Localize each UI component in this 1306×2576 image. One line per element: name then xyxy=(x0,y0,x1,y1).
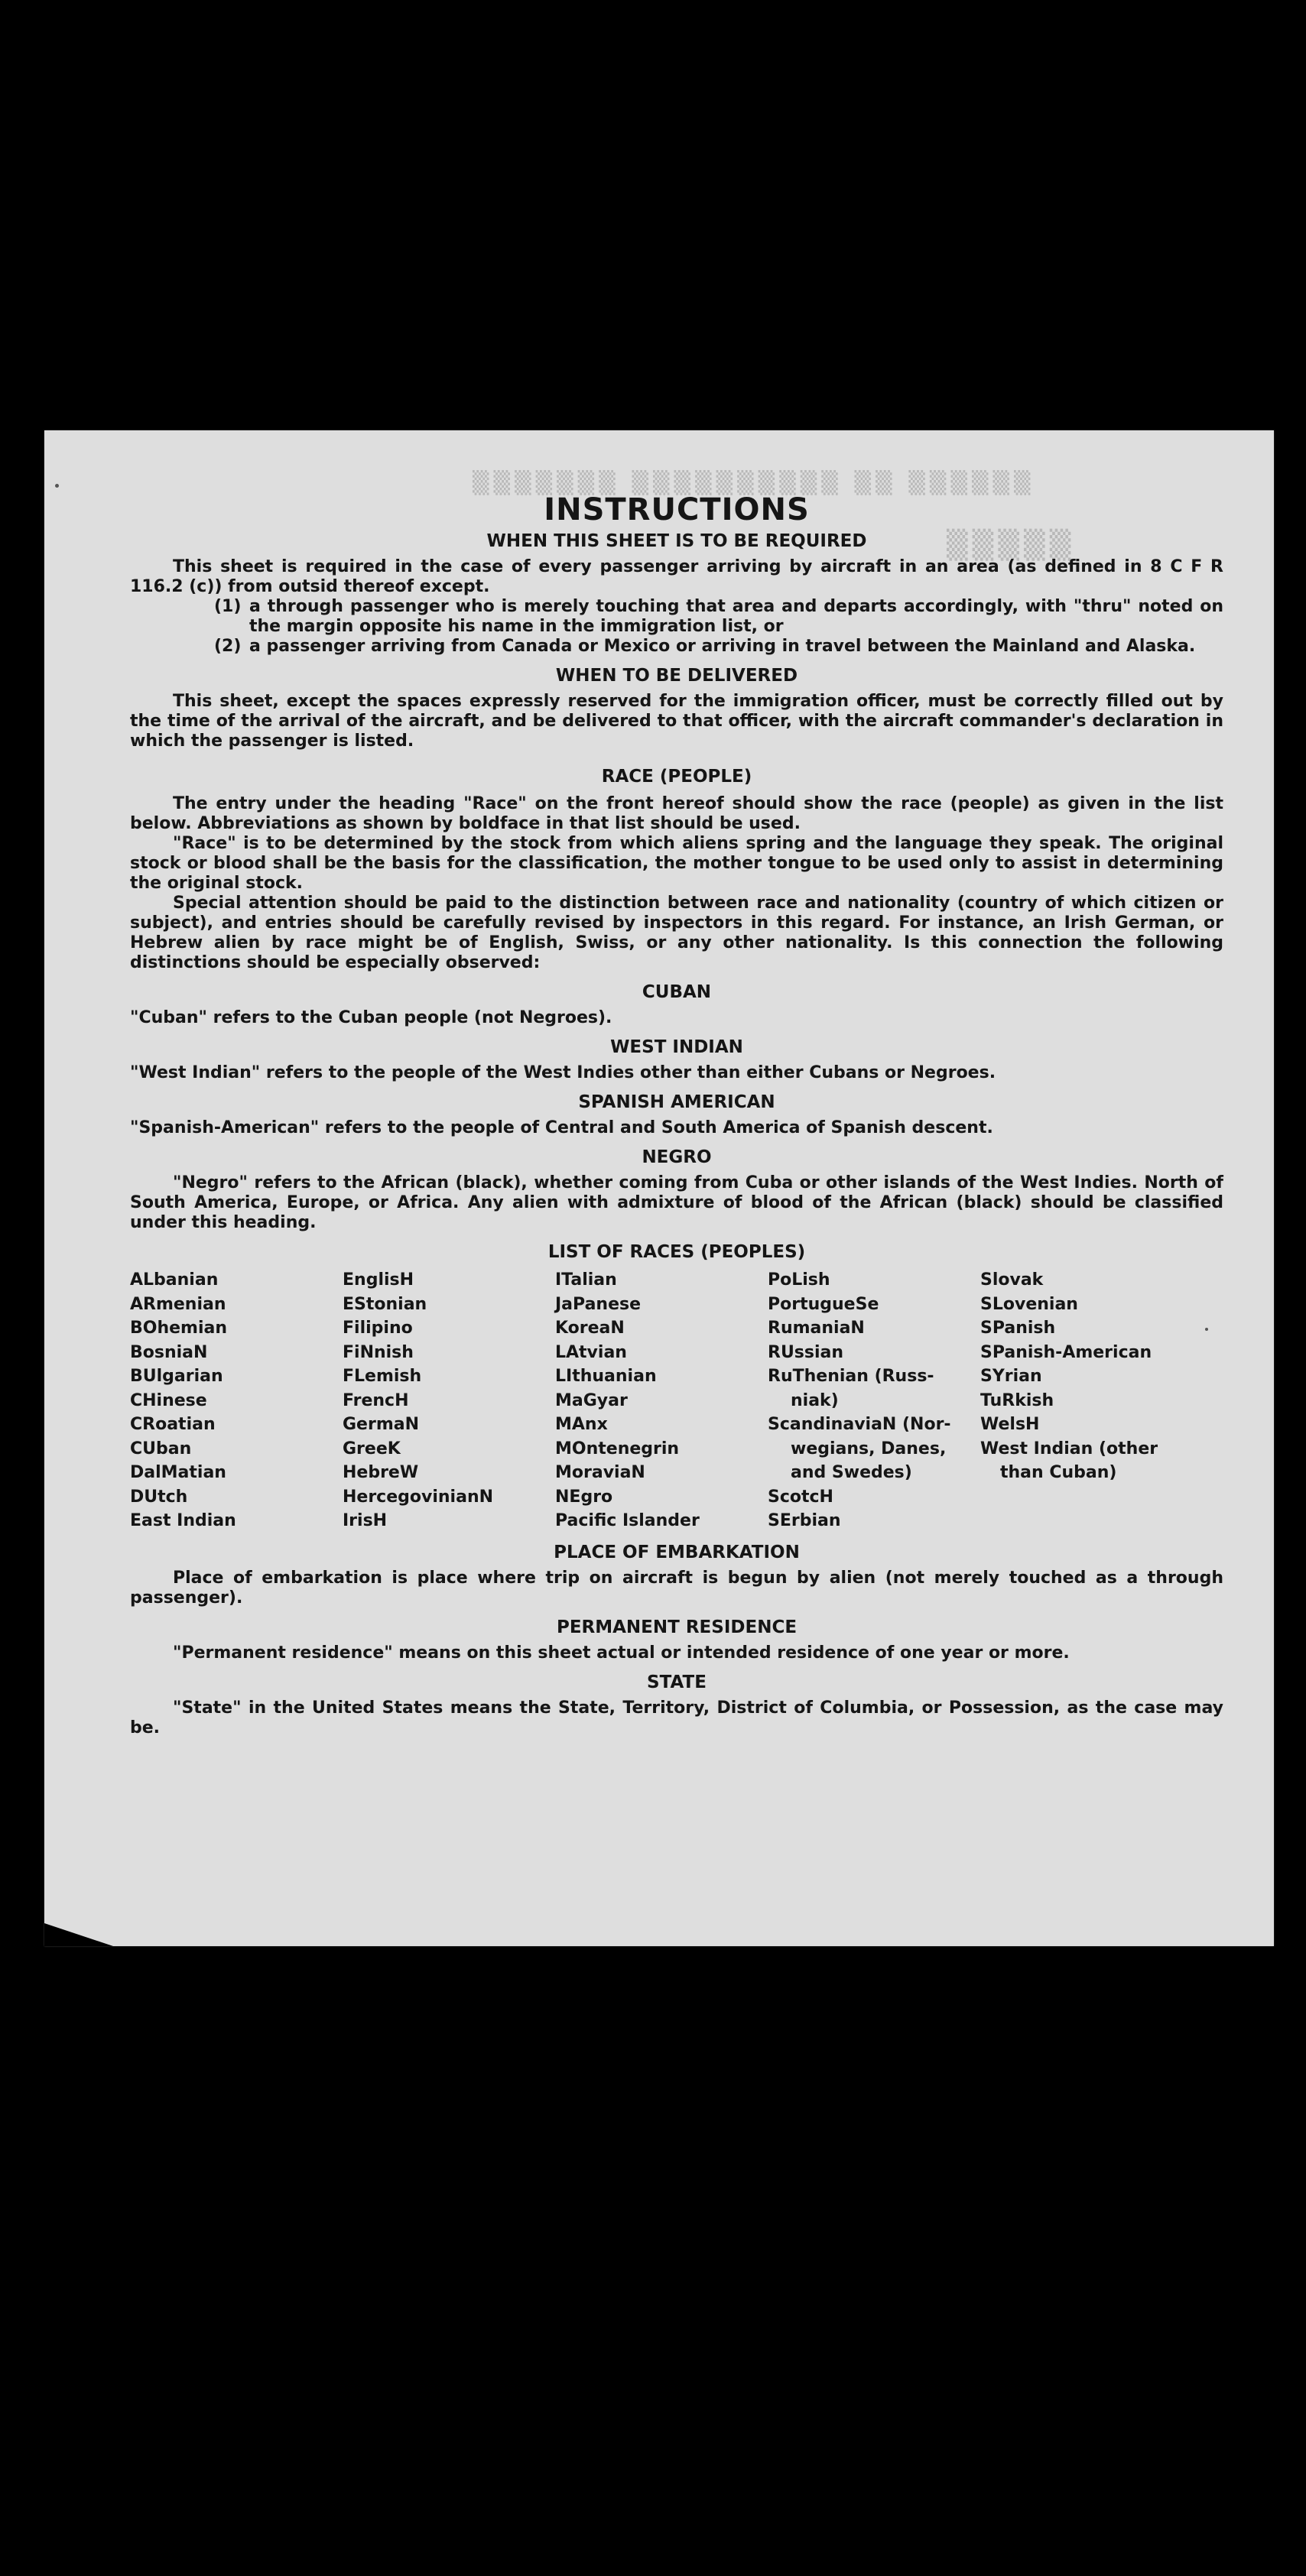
race-entry: FiNnish xyxy=(343,1342,414,1362)
race-entry: Filipino xyxy=(343,1319,413,1338)
race-column xyxy=(130,1268,343,1533)
race-entry: West Indian (other xyxy=(980,1439,1158,1458)
section-text: "Spanish-American" refers to the people of Central and South America of Spanish descent. xyxy=(130,1118,993,1137)
race-entry: FLemish xyxy=(343,1367,422,1386)
section-text: "Permanent residence" means on this sheet actual or intended residence of one year or more. xyxy=(173,1643,1070,1663)
race-entry: SYrian xyxy=(980,1367,1042,1386)
race-entry: WelsH xyxy=(980,1415,1040,1434)
section-heading: PERMANENT RESIDENCE xyxy=(556,1617,798,1637)
race-entry: JaPanese xyxy=(555,1294,642,1314)
list-item xyxy=(214,597,1223,637)
race-entry: DUtch xyxy=(130,1487,188,1507)
section-heading: SPANISH AMERICAN xyxy=(578,1092,775,1112)
race-entry: RUssian xyxy=(768,1342,844,1362)
race-entry: East Indian xyxy=(130,1511,236,1530)
race-list xyxy=(130,1268,1223,1533)
show-through-header: ▒▒▒▒▒▒▒ ▒▒▒▒▒▒▒▒▒▒ ▒▒ ▒▒▒▒▒▒ xyxy=(473,470,1035,495)
race-entry: PortugueSe xyxy=(768,1294,879,1314)
section-heading: CUBAN xyxy=(642,982,712,1002)
race-entry: CHinese xyxy=(130,1390,207,1410)
section-text: "West Indian" refers to the people of the West Indies other than either Cubans or Negroes. xyxy=(130,1063,996,1082)
race-entry: MaGyar xyxy=(555,1390,628,1410)
section-heading: RACE (PEOPLE) xyxy=(601,767,752,787)
section-text: "Cuban" refers to the Cuban people (not Negroes). xyxy=(130,1008,612,1027)
race-column xyxy=(343,1268,555,1533)
speck-mark xyxy=(55,484,59,488)
race-entry: SPanish-American xyxy=(980,1342,1152,1362)
section-heading: PLACE OF EMBARKATION xyxy=(554,1542,800,1562)
race-entry: MoraviaN xyxy=(555,1463,645,1482)
race-entry: NEgro xyxy=(555,1487,613,1507)
race-column xyxy=(555,1268,768,1533)
page-title: INSTRUCTIONS xyxy=(544,492,810,527)
race-entry: Slovak xyxy=(980,1270,1044,1290)
race-entry: DalMatian xyxy=(130,1463,226,1482)
corner-cut xyxy=(44,1923,113,1946)
race-entry: EStonian xyxy=(343,1294,427,1314)
race-entry: wegians, Danes, xyxy=(791,1439,947,1458)
list-number: (1) xyxy=(214,597,242,616)
section-heading: WEST INDIAN xyxy=(610,1037,743,1057)
race-entry: EnglisH xyxy=(343,1270,414,1290)
section-text: The entry under the heading "Race" on the front hereof should show the race (people) as given in the list below. Abbreviations as shown by boldface in that list should be used. xyxy=(130,794,1223,833)
race-entry: ARmenian xyxy=(130,1294,226,1314)
race-entry: SErbian xyxy=(768,1511,841,1530)
race-entry: BOhemian xyxy=(130,1319,228,1338)
list-text: a passenger arriving from Canada or Mexico or arriving in travel between the Mainland and Alaska. xyxy=(249,637,1196,656)
race-entry: niak) xyxy=(791,1390,839,1410)
race-entry: MOntenegrin xyxy=(555,1439,680,1458)
race-entry: RuThenian (Russ- xyxy=(768,1367,934,1386)
race-entry: FrencH xyxy=(343,1390,409,1410)
race-entry: HercegovinianN xyxy=(343,1487,494,1507)
list-text: a through passenger who is merely touching that area and departs accordingly, with "thru" noted on the margin opposite his name in the immigration list, or xyxy=(249,597,1223,636)
race-entry: CUban xyxy=(130,1439,192,1458)
section-text: Special attention should be paid to the distinction between race and nationality (country of which citizen or subject), and entries should be carefully revised by inspectors in this regard. For instance, an Irish German, or Hebrew alien by race might be of English, Swiss, or any other nationality. Is this connection the following distinctions should be especially observed: xyxy=(130,894,1223,972)
race-entry: ScotcH xyxy=(768,1487,833,1507)
race-entry: RumaniaN xyxy=(768,1319,865,1338)
list-number: (2) xyxy=(214,637,242,656)
race-entry: Pacific Islander xyxy=(555,1511,700,1530)
race-entry: BosniaN xyxy=(130,1342,208,1362)
section-heading: LIST OF RACES (PEOPLES) xyxy=(547,1242,806,1262)
race-entry: CRoatian xyxy=(130,1415,216,1434)
section-heading: NEGRO xyxy=(642,1147,712,1167)
show-through-mark: ▒▒▒▒▒ xyxy=(947,530,1076,561)
section-text: Place of embarkation is place where trip on aircraft is begun by alien (not merely touched as a through passenger). xyxy=(130,1568,1223,1608)
race-entry: KoreaN xyxy=(555,1319,625,1338)
race-entry: TuRkish xyxy=(980,1390,1054,1410)
race-column xyxy=(980,1268,1193,1533)
race-entry: HebreW xyxy=(343,1463,419,1482)
section-heading: WHEN THIS SHEET IS TO BE REQUIRED xyxy=(486,531,867,551)
race-entry: LAtvian xyxy=(555,1342,627,1362)
race-entry: BUlgarian xyxy=(130,1367,223,1386)
section-heading: WHEN TO BE DELIVERED xyxy=(555,666,798,686)
document-body xyxy=(130,492,1223,1738)
race-entry: SPanish xyxy=(980,1319,1056,1338)
race-entry: GreeK xyxy=(343,1439,401,1458)
section-text: "Race" is to be determined by the stock from which aliens spring and the language they speak. The original stock or blood shall be the basis for the classification, the mother tongue to be used only to assist in determining the original stock. xyxy=(130,834,1223,893)
section-heading: STATE xyxy=(647,1672,707,1692)
section-text: This sheet is required in the case of every passenger arriving by aircraft in an area (as defined in 8 C F R 116.2 (c)) from outsid thereof except. xyxy=(130,557,1223,596)
race-entry: ScandinaviaN (Nor- xyxy=(768,1415,951,1434)
race-entry: than Cuban) xyxy=(1000,1463,1117,1482)
section-text: "Negro" refers to the African (black), whether coming from Cuba or other islands of the West Indies. North of South America, Europe, or Africa. Any alien with admixture of blood of the African (black) should be classified under this heading. xyxy=(130,1173,1223,1232)
race-entry: ITalian xyxy=(555,1270,617,1290)
section-text: This sheet, except the spaces expressly reserved for the immigration officer, must be correctly filled out by the time of the arrival of the aircraft, and be delivered to that officer, with the aircraft commander's declaration in which the passenger is listed. xyxy=(130,692,1223,751)
race-entry: LIthuanian xyxy=(555,1367,657,1386)
race-entry: SLovenian xyxy=(980,1294,1078,1314)
race-entry: and Swedes) xyxy=(791,1463,912,1482)
race-entry: ALbanian xyxy=(130,1270,219,1290)
race-column xyxy=(768,1268,980,1533)
race-entry: IrisH xyxy=(343,1511,388,1530)
race-entry: MAnx xyxy=(555,1415,608,1434)
race-entry: PoLish xyxy=(768,1270,830,1290)
document-sheet xyxy=(44,430,1274,1946)
list-item xyxy=(214,637,1223,657)
section-text: "State" in the United States means the State, Territory, District of Columbia, or Possession, as the case may be. xyxy=(130,1698,1223,1737)
race-entry: GermaN xyxy=(343,1415,420,1434)
